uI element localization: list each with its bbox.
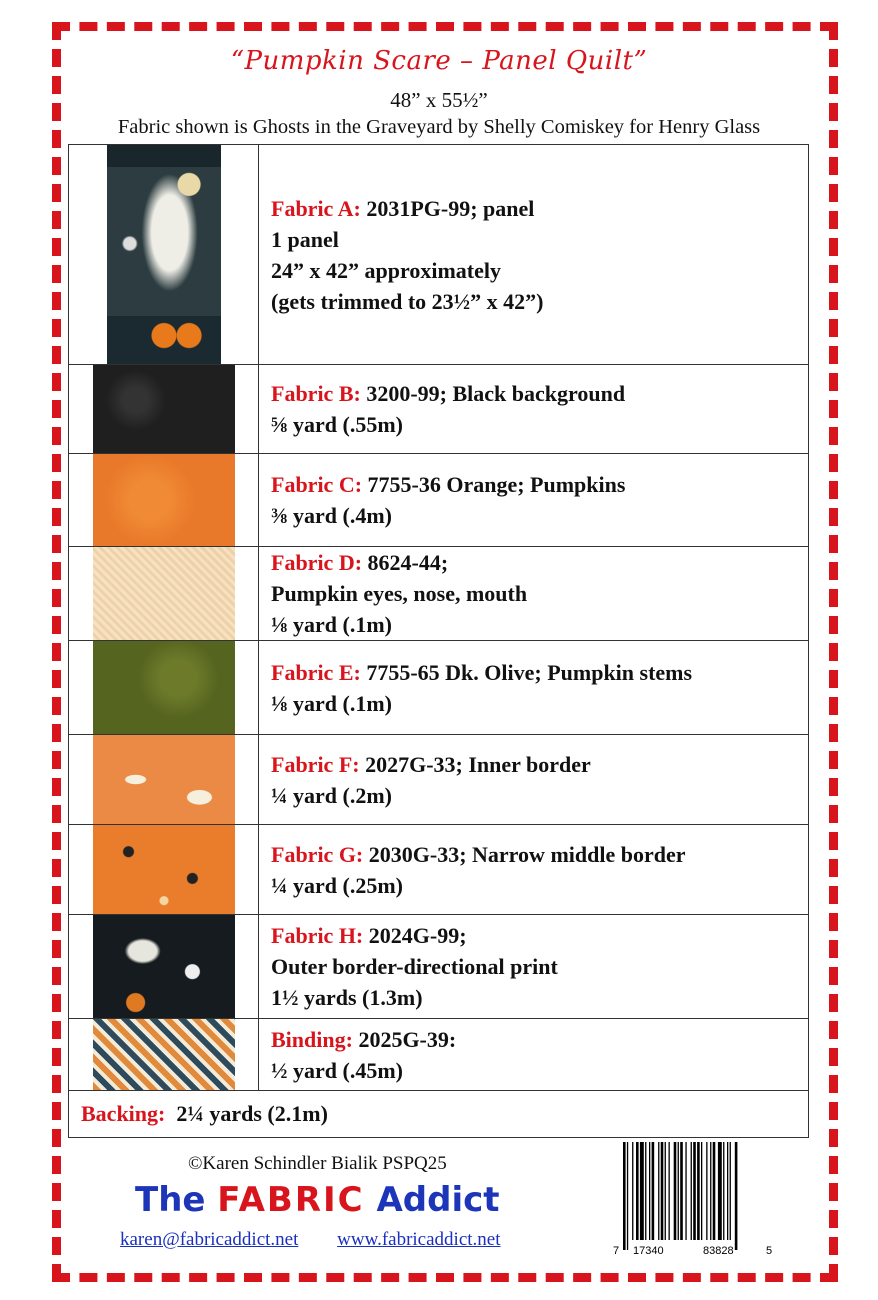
fabric-line: (gets trimmed to 23½” x 42”) <box>271 288 544 314</box>
barcode-bar <box>632 1142 633 1240</box>
email-link[interactable]: karen@fabricaddict.net <box>120 1229 299 1250</box>
backing-amount: 2¼ yards (2.1m) <box>176 1101 328 1126</box>
barcode-bar <box>710 1142 711 1240</box>
fabric-line: 1½ yards (1.3m) <box>271 985 423 1010</box>
fabric-label: Fabric E: <box>271 659 361 685</box>
backing-label: Backing: <box>81 1101 166 1126</box>
fabric-label: Binding: <box>271 1026 353 1052</box>
fabric-shown-note: Fabric shown is Ghosts in the Graveyard by Shelly Comiskey for Henry Glass <box>117 116 761 138</box>
barcode-bar <box>680 1142 683 1240</box>
barcode-bar <box>627 1142 628 1250</box>
fabric-line: 24” x 42” approximately <box>271 257 501 283</box>
fabric-line: 7755-65 Dk. Olive; Pumpkin stems <box>366 659 693 685</box>
fabric-e-swatch <box>93 641 235 734</box>
fabric-addict-logo <box>135 1180 500 1220</box>
fabric-line: ⅛ yard (.1m) <box>271 612 392 637</box>
swatch-cell <box>69 1019 259 1091</box>
fabric-label: Fabric H: <box>271 923 364 948</box>
barcode-bar <box>665 1142 666 1240</box>
fabric-info <box>259 145 809 365</box>
barcode-digits: 83828 <box>703 1245 734 1257</box>
barcode-bar <box>727 1142 728 1240</box>
fabric-line: 3200-99; Black background <box>366 381 626 406</box>
barcode-bar <box>658 1142 659 1240</box>
barcode-bar <box>678 1142 679 1240</box>
table-row <box>69 825 809 915</box>
fabric-line: Outer border-directional print <box>271 954 558 979</box>
barcode-bar <box>723 1142 724 1240</box>
table-row <box>69 365 809 454</box>
fabric-label: Fabric A: <box>271 195 361 221</box>
fabric-d-swatch <box>93 547 235 640</box>
fabric-c-swatch <box>93 454 235 546</box>
fabric-info <box>259 641 809 735</box>
table-row <box>69 547 809 641</box>
fabric-line: ¼ yard (.2m) <box>271 782 392 808</box>
fabric-b-swatch <box>93 365 235 453</box>
fabric-line: 2030G-33; Narrow middle border <box>368 841 686 867</box>
website-link[interactable]: www.fabricaddict.net <box>337 1229 501 1250</box>
fabric-f-swatch <box>93 735 235 824</box>
fabric-line: 1 panel <box>271 226 339 252</box>
fabric-h-swatch <box>93 915 235 1018</box>
fabric-label: Fabric C: <box>271 472 363 497</box>
swatch-cell <box>69 735 259 825</box>
barcode-bar <box>636 1142 639 1240</box>
fabric-info <box>259 825 809 915</box>
binding-swatch <box>93 1019 235 1090</box>
backing-row <box>69 1091 809 1138</box>
barcode-bar <box>730 1142 731 1240</box>
swatch-cell <box>69 641 259 735</box>
fabric-label: Fabric G: <box>271 841 364 867</box>
table-row <box>69 1019 809 1091</box>
table-row <box>69 641 809 735</box>
barcode-bar <box>669 1142 670 1240</box>
fabric-info <box>259 915 809 1019</box>
barcode-digit: 7 <box>613 1245 620 1257</box>
table-row <box>69 454 809 547</box>
barcode-bar <box>693 1142 696 1240</box>
swatch-cell <box>69 365 259 454</box>
barcode-bar <box>623 1142 626 1250</box>
copyright: ©Karen Schindler Bialik PSPQ25 <box>188 1153 447 1174</box>
logo-text: FABRIC <box>217 1180 365 1220</box>
barcode-bar <box>701 1142 702 1240</box>
fabric-info <box>259 735 809 825</box>
fabric-line: ⅛ yard (.1m) <box>271 690 392 716</box>
fabric-line: Pumpkin eyes, nose, mouth <box>271 581 528 606</box>
barcode-bar <box>645 1142 646 1240</box>
barcode-bar <box>652 1142 655 1240</box>
fabric-info <box>259 454 809 547</box>
barcode-digits: 17340 <box>633 1245 664 1257</box>
barcode-bar <box>691 1142 692 1240</box>
barcode-bar <box>713 1142 716 1240</box>
barcode-bar <box>735 1142 738 1250</box>
fabric-line: 2027G-33; Inner border <box>365 751 591 777</box>
fabric-a-panel-image <box>107 145 221 364</box>
table-row <box>69 145 809 365</box>
logo-text: The <box>135 1180 218 1220</box>
fabric-line: 2031PG-99; panel <box>366 195 535 221</box>
swatch-cell <box>69 825 259 915</box>
contact-links <box>120 1229 501 1251</box>
swatch-cell <box>69 454 259 547</box>
barcode-bar <box>697 1142 700 1240</box>
fabric-line: 2025G-39: <box>358 1026 457 1052</box>
fabric-line: ¼ yard (.25m) <box>271 872 403 898</box>
barcode-bar <box>661 1142 664 1240</box>
barcode-bar <box>674 1142 677 1240</box>
barcode-bar <box>718 1142 722 1240</box>
fabric-g-swatch <box>93 825 235 914</box>
fabric-label: Fabric F: <box>271 751 360 777</box>
fabric-line: 7755-36 Orange; Pumpkins <box>367 472 626 497</box>
swatch-cell <box>69 145 259 365</box>
fabric-line: ½ yard (.45m) <box>271 1057 403 1083</box>
fabric-line: ⅝ yard (.55m) <box>271 412 403 437</box>
backing-cell <box>69 1091 809 1138</box>
fabric-info <box>259 547 809 641</box>
table-row <box>69 915 809 1019</box>
barcode-digit: 5 <box>766 1245 773 1257</box>
fabric-label: Fabric D: <box>271 550 363 575</box>
table-row <box>69 735 809 825</box>
pattern-title: “Pumpkin Scare – Panel Quilt” <box>230 46 648 76</box>
barcode-bar <box>640 1142 644 1240</box>
fabric-info <box>259 1019 809 1091</box>
barcode-bar <box>706 1142 707 1240</box>
quilt-size: 48” x 55½” <box>390 88 488 112</box>
swatch-cell <box>69 915 259 1019</box>
fabric-line: 2024G-99; <box>368 923 467 948</box>
fabric-label: Fabric B: <box>271 381 361 406</box>
barcode-bar <box>685 1142 686 1240</box>
fabric-line: ⅜ yard (.4m) <box>271 503 392 528</box>
fabric-info <box>259 365 809 454</box>
logo-text: Addict <box>364 1180 500 1220</box>
swatch-cell <box>69 547 259 641</box>
barcode <box>611 1142 774 1257</box>
fabric-requirements-table <box>68 144 809 1138</box>
fabric-line: 8624-44; <box>367 550 449 575</box>
barcode-bar <box>649 1142 650 1240</box>
